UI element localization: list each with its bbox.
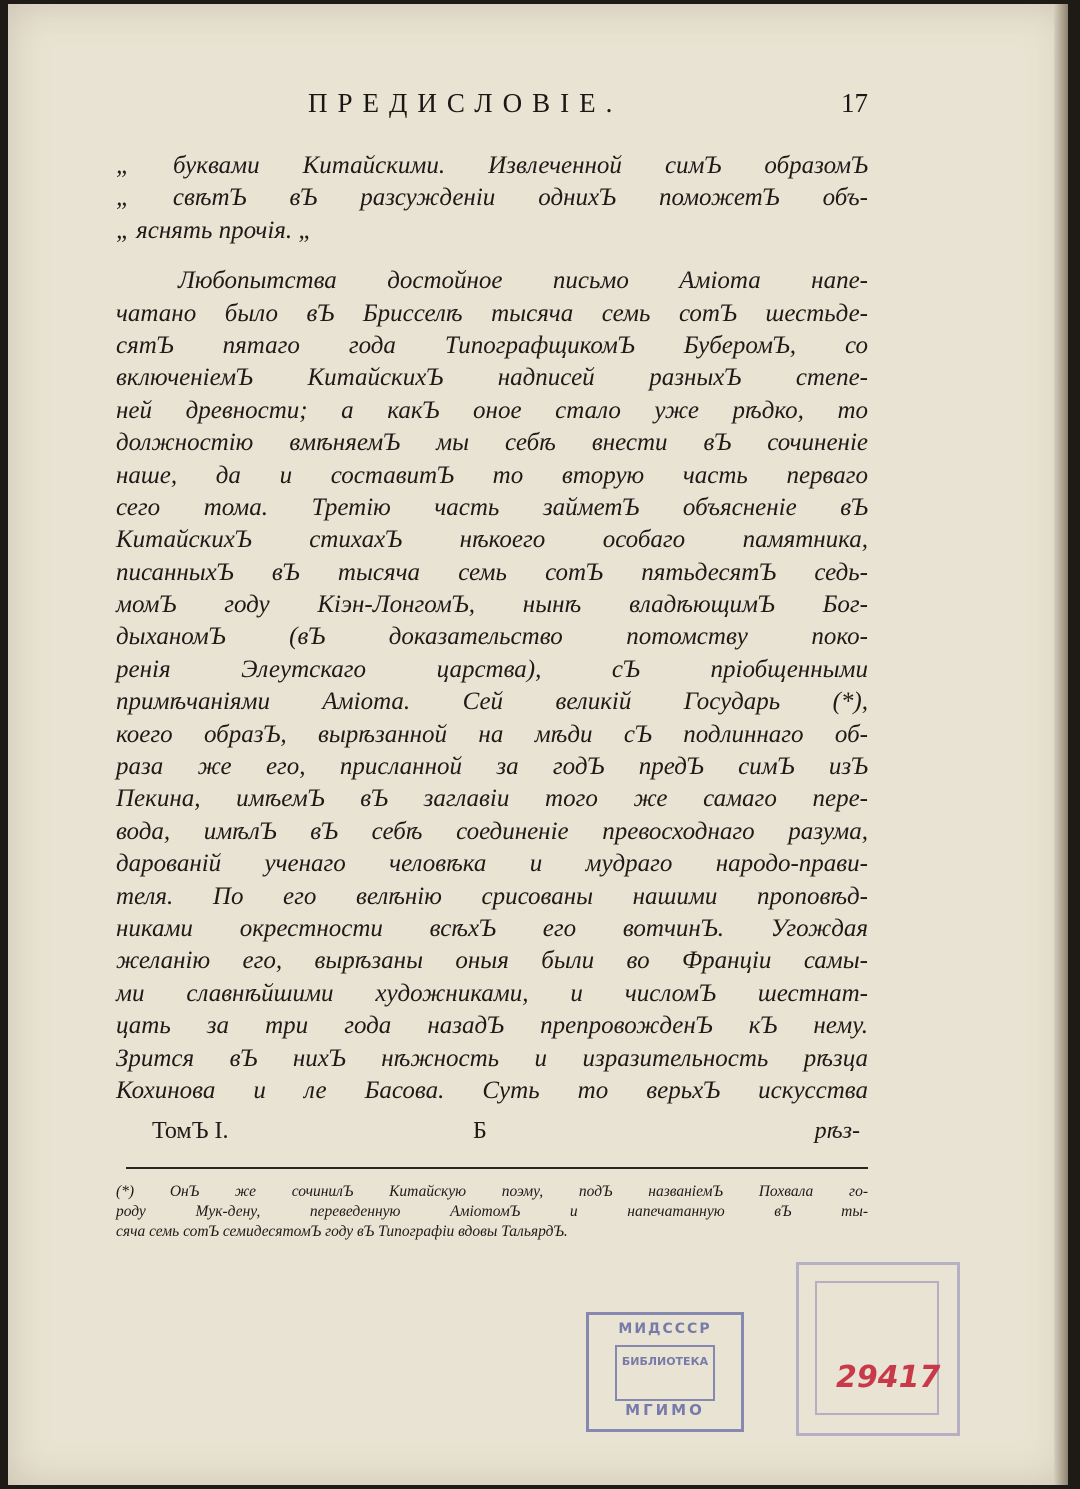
footnote-rule [126, 1167, 868, 1169]
footnote [116, 1182, 868, 1242]
text-line: должностію вмѣняемЪ мы себѣ внести вЪ сочиненіе [116, 429, 868, 457]
page-edge [1054, 4, 1068, 1485]
footnote-line: роду Мук-дену, переведенную АміотомЪ и напечатанную вЪ ты- [116, 1203, 868, 1220]
text-line: Кохинова и ле Басова. Суть то верьхЪ искусства [116, 1076, 868, 1104]
body-text [116, 150, 868, 1107]
paragraph-gap [116, 247, 868, 265]
text-line: никами окрестности всѣхЪ его вотчинЪ. Угождая [116, 914, 868, 942]
text-line: „ яснять прочія. „ [116, 216, 313, 244]
mgimo-stamp [586, 1312, 744, 1432]
page-number: 17 [841, 88, 868, 118]
footnote-line: (*) ОнЪ же сочинилЪ Китайскую поэму, подЪ названіемЪ Похвала го- [116, 1183, 868, 1200]
volume-signature: ТомЪ I. [152, 1118, 229, 1144]
running-header [308, 88, 868, 128]
stamp-top-text: МИДСССР [618, 1321, 712, 1337]
catchword: рѣз- [814, 1118, 860, 1144]
text-line: ренія Элеутскаго царства), сЪ пріобщенными [116, 655, 868, 683]
text-line: цать за три года назадЪ препровожденЪ кЪ нему. [116, 1012, 868, 1040]
text-line: наше, да и составитЪ то вторую часть перваго [116, 461, 868, 489]
text-line: сятЪ пятаго года ТипографщикомЪ БуберомЪ, со [116, 331, 868, 359]
text-line: включеніемЪ КитайскихЪ надписей разныхЪ степе- [116, 364, 868, 392]
text-line: „ свѣтЪ вЪ разсужденіи однихЪ поможетЪ объ- [116, 184, 868, 212]
gathering-mark: Б [473, 1118, 487, 1144]
text-line: писанныхЪ вЪ тысяча семь сотЪ пятьдесятЪ седь- [116, 558, 868, 586]
text-line: дыханомЪ (вЪ доказательство потомству поко- [116, 623, 868, 651]
running-title: ПРЕДИСЛОВІЕ. [308, 88, 623, 118]
signature-line [128, 1118, 868, 1152]
text-line: ми славнѣйшими художниками, и числомЪ шестнат- [116, 979, 868, 1007]
stamp-bottom-text: МГИМО [625, 1401, 705, 1419]
text-line: Пекина, имѣемЪ вЪ заглавіи того же самаго пере- [116, 785, 868, 813]
text-line: Зрится вЪ нихЪ нѣжность и изразительность рѣзца [116, 1044, 868, 1072]
stamp-inner-box [615, 1345, 715, 1401]
text-line: желанію его, вырѣзаны оныя были во Франціи самы- [116, 947, 868, 975]
text-line: теля. По его велѣнію срисованы нашими проповѣд- [116, 882, 868, 910]
text-line: сего тома. Третію часть займетЪ объясненіе вЪ [116, 493, 868, 521]
text-line: примѣчаніями Аміота. Сей великій Государь (*), [116, 688, 868, 716]
text-line: момЪ году Кіэн-ЛонгомЪ, нынѣ владѣющимЪ Бог- [116, 591, 868, 619]
stamp-line-1: БИБЛИОТЕКА [621, 1355, 709, 1368]
text-line: ней древности; а какЪ оное стало уже рѣдко, то [116, 396, 868, 424]
text-line: вода, имѣлЪ вЪ себѣ соединеніе превосходнаго разума, [116, 817, 868, 845]
text-line: Любопытства достойное письмо Аміота напе- [178, 267, 868, 295]
text-line: КитайскихЪ стихахЪ нѣкоего особаго памятника, [116, 526, 868, 554]
inventory-number: 29417 [836, 1360, 941, 1395]
library-stamp [796, 1262, 960, 1436]
text-line: раза же его, присланной за годЪ предЪ симЪ изЪ [116, 753, 868, 781]
book-page [8, 4, 1068, 1485]
text-line: коего образЪ, вырѣзанной на мѣди сЪ подлиннаго об- [116, 720, 868, 748]
footnote-line: сяча семь сотЪ семидесятомЪ году вЪ Типографіи вдовы ТальярдЪ. [116, 1223, 568, 1240]
text-line: „ буквами Китайскими. Извлеченной симЪ образомЪ [116, 152, 868, 179]
text-line: чатано было вЪ Брисселѣ тысяча семь сотЪ шестьде- [116, 299, 868, 327]
text-line: дарованій ученаго человѣка и мудраго народо-прави- [116, 850, 868, 878]
